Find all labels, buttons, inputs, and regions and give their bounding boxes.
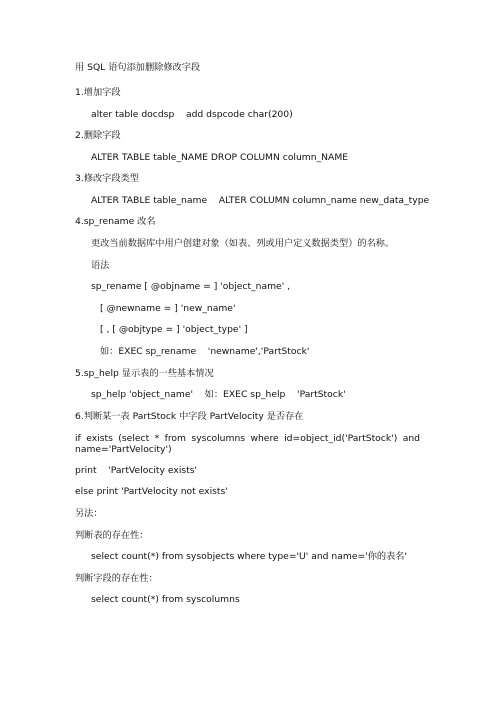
rename-syntax-line-3: [ , [ @objtype = ] 'object_type' ] <box>100 324 248 335</box>
rename-syntax-line-2: [ @newname = ] 'new_name' <box>100 303 236 314</box>
section-heading-sp-help: 5.sp_help 显示表的一些基本情况 <box>75 368 214 379</box>
section-heading-alter-type: 3.修改字段类型 <box>75 173 139 184</box>
rename-example: 如：EXEC sp_rename 'newname','PartStock' <box>100 346 310 357</box>
code-table-check: select count(*) from sysobjects where type='U' and name='你的表名' <box>91 551 407 562</box>
code-alter-type: ALTER TABLE table_name ALTER COLUMN column_name new_data_type <box>91 195 430 206</box>
code-drop-field: ALTER TABLE table_NAME DROP COLUMN column_NAME <box>91 152 349 163</box>
section-heading-add-field: 1.增加字段 <box>75 87 121 98</box>
code-column-check: select count(*) from syscolumns <box>91 594 240 605</box>
column-check-label: 判断字段的存在性： <box>75 573 158 584</box>
rename-syntax-label: 语法 <box>91 260 110 271</box>
code-else-print: else print 'PartVelocity not exists' <box>75 486 228 497</box>
section-heading-exists: 6.判断某一表 PartStock 中字段 PartVelocity 是否存在 <box>75 411 304 422</box>
alternative-label: 另法： <box>75 508 103 519</box>
code-sp-help: sp_help 'object_name' 如：EXEC sp_help 'PartStock' <box>91 389 346 400</box>
rename-syntax-line-1: sp_rename [ @objname = ] 'object_name' , <box>91 281 291 292</box>
document-title: 用 SQL 语句添加删除修改字段 <box>75 62 201 73</box>
code-add-field: alter table docdsp add dspcode char(200) <box>91 109 293 120</box>
table-check-label: 判断表的存在性： <box>75 530 149 541</box>
code-print-exists: print 'PartVelocity exists' <box>75 465 198 476</box>
rename-description: 更改当前数据库中用户创建对象（如表、列或用户定义数据类型）的名称。 <box>91 238 395 249</box>
code-if-exists: if exists (select * from syscolumns where id=object_id('PartStock') and name='PartVelocity') <box>75 433 420 455</box>
section-heading-drop-field: 2.删除字段 <box>75 130 121 141</box>
section-heading-rename: 4.sp_rename 改名 <box>75 216 156 227</box>
